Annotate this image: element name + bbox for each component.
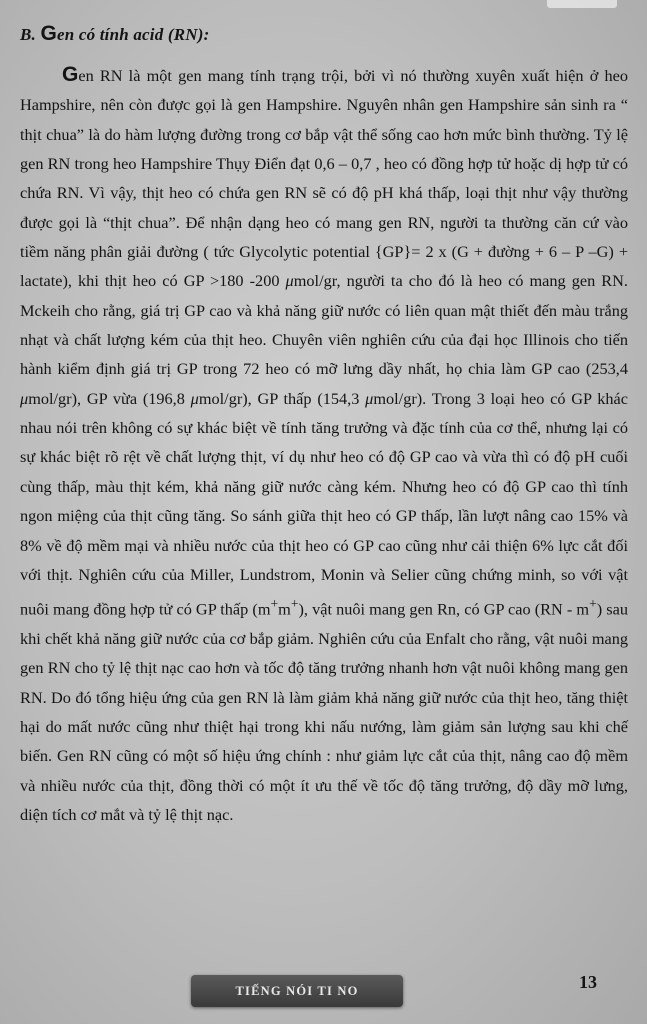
section-heading (20, 22, 209, 46)
paragraph-segment: mol/gr, người ta cho đó là heo có mang gen RN. Mckeih cho rằng, giá trị GP cao và khả năng giữ nước có liên quan mật thiết đến màu trắng nhạt và chất lượng kém của thịt heo. Chuyên viên nghiên cứu của đại học Illinois cho tiến hành kiểm định giá trị GP trong 72 heo có mỡ lưng dầy nhất, họ chia làm GP cao (253,4 (20, 271, 628, 379)
heading-initial-letter: G (40, 22, 57, 45)
paragraph-segment: en RN là một gen mang tính trạng trội, bởi vì nó thường xuyên xuất hiện ở heo Hampshire, nên còn được gọi là gen Hampshire. Nguyên nhân gen Hampshire sản sinh ra “ thịt chua” là do hàm lượng đường trong cơ bắp vật thể sống cao hơn mức bình thường. Tỷ lệ gen RN trong heo Hampshire Thụy Điển đạt 0,6 – 0,7 , heo có đồng hợp tử hoặc dị hợp tử có chứa RN. Vì vậy, thịt heo có chứa gen RN sẽ có độ pH khá thấp, loại thịt như vậy thường được gọi là “thịt chua”. Để nhận dạng heo có mang gen RN, người ta thường căn cứ vào tiềm năng phân giải đường ( tức Glycolytic potential {GP}= 2 x (G + đường + 6 – P –G) + lactate), khi thịt heo có GP >180 -200 (20, 66, 628, 291)
heading-text: en có tính acid (RN): (57, 25, 210, 44)
superscript-plus: + (290, 596, 299, 612)
mu-symbol: μ (285, 271, 294, 291)
mu-symbol: μ (190, 388, 199, 408)
page-top-edge-mark (547, 0, 617, 8)
section-prefix: B. (20, 25, 41, 44)
paragraph-segment: ), vật nuôi mang gen Rn, có GP cao (RN - m (298, 599, 590, 619)
superscript-plus: + (589, 596, 597, 612)
paragraph-initial-letter: G (62, 63, 79, 86)
paragraph-segment: m (278, 599, 291, 619)
paragraph-segment: mol/gr). Trong 3 loại heo có GP khác nhau nói trên không có sự khác biệt về tính tăng trưởng và đặc tính của cơ thể, nhưng lại có sự khác biệt rõ rệt về chất lượng thịt, ví dụ như heo có độ GP cao và vừa thì có độ pH cuối cùng thấp, màu thịt kém, khả năng giữ nước càng kém. Nhưng heo có độ GP cao thì tính ngon miệng của thịt cũng tăng. So sánh giữa thịt heo có GP thấp, lần lượt nâng cao 15% và 8% về độ mềm mại và nhiều nước của thịt heo có GP cao cũng như cải thiện 6% lực cắt đối với thịt. Nghiên cứu của Miller, Lundstrom, Monin và Selier cũng chứng minh, so với vật nuôi mang đồng hợp tử có GP thấp (m (20, 388, 628, 619)
paragraph-segment: mol/gr), GP thấp (154,3 (198, 388, 366, 408)
superscript-plus: + (270, 596, 279, 612)
footer-banner: TIẾNG NÓI TI NO (191, 975, 403, 1007)
paragraph-segment: mol/gr), GP vừa (196,8 (28, 388, 191, 408)
body-paragraph (20, 60, 628, 829)
page-number: 13 (579, 972, 597, 992)
paragraph-segment: ) sau khi chết khả năng giữ nước của cơ bắp giảm. Nghiên cứu của Enfalt cho rằng, vật nuôi mang gen RN cho tỷ lệ thịt nạc cao hơn và tốc độ tăng trưởng nhanh hơn vật nuôi không mang gen RN. Do đó tổng hiệu ứng của gen RN là làm giảm khả năng giữ nước của thịt heo, tăng thiệt hại do mất nước cũng như thiệt hại trong khi nấu nướng, làm giảm sản lượng sau khi chế biến. Gen RN cũng có một số hiệu ứng chính : như giảm lực cắt của thịt, nâng cao độ mềm và nhiều nước của thịt, đồng thời có một ít ưu thế về tốc độ tăng trưởng, độ dầy mỡ lưng, diện tích cơ mắt và tỷ lệ thịt nạc. (20, 599, 628, 825)
mu-symbol: μ (20, 388, 29, 408)
mu-symbol: μ (365, 388, 374, 408)
